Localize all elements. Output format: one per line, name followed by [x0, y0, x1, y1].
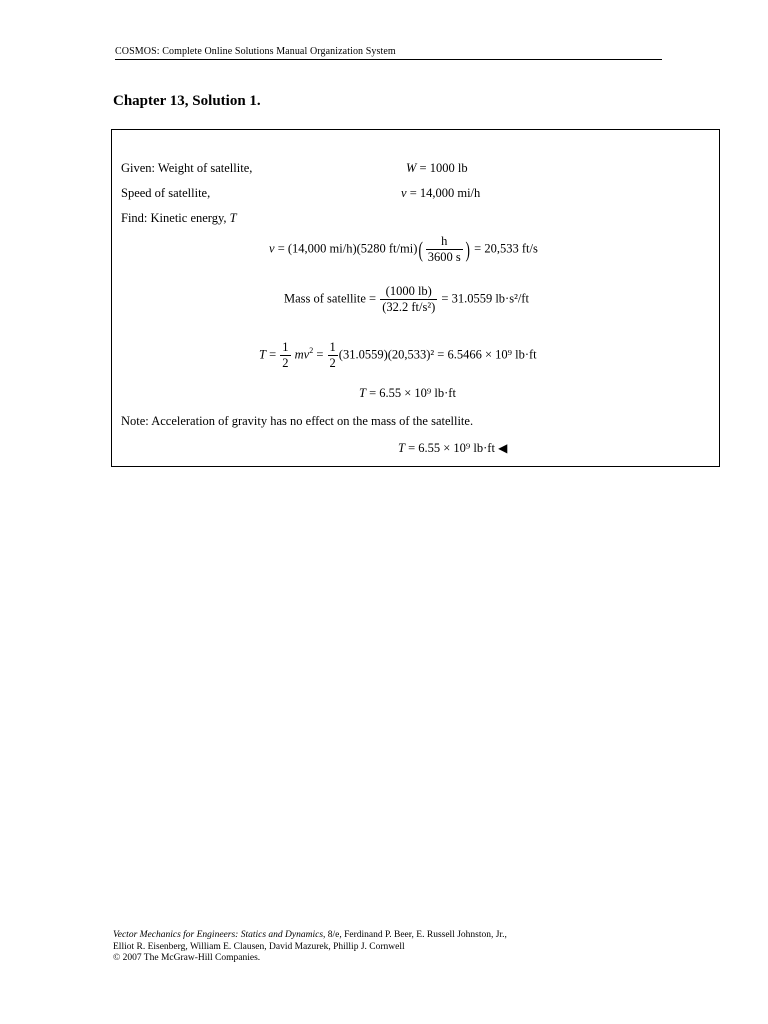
- eq2-denominator: (32.2 ft/s²): [382, 300, 436, 314]
- find-symbol: T: [229, 211, 237, 225]
- answer-marker-icon: ◀: [498, 441, 508, 455]
- eq2-lhs: Mass of satellite =: [284, 291, 380, 306]
- final-answer: [398, 441, 507, 456]
- eq3-half-b-num: 1: [329, 340, 336, 354]
- eq2-rhs: = 31.0559 lb·s²/ft: [438, 291, 529, 306]
- answer-rest: = 6.55 × 10⁹ lb·ft: [404, 441, 499, 455]
- eq1-mid: = (14,000 mi/h)(5280 ft/mi): [274, 241, 418, 256]
- eq1-rhs: = 20,533 ft/s: [471, 241, 538, 256]
- footer-book-title: Vector Mechanics for Engineers: Statics and Dynamics: [113, 930, 324, 940]
- given-label: Given: Weight of satellite,: [121, 161, 253, 175]
- eq1-lhs: v: [269, 241, 275, 256]
- eq4-rest: = 6.55 × 10⁹ lb·ft: [365, 386, 456, 400]
- page-header: COSMOS: Complete Online Solutions Manual Organization System: [115, 46, 662, 60]
- speed-value: = 14,000 mi/h: [406, 186, 481, 200]
- eq1-numerator: h: [426, 234, 463, 250]
- page-title: Chapter 13, Solution 1.: [113, 93, 261, 109]
- eq3-half-a-den: 2: [282, 356, 289, 370]
- note-text: Note: Acceleration of gravity has no effect on the mass of the satellite.: [121, 414, 474, 428]
- footer-line-1: [113, 930, 507, 942]
- solution-box: [111, 129, 720, 467]
- eq3-half-b: [328, 340, 338, 371]
- eq3-mv: mv: [294, 347, 310, 362]
- answer-T: T: [398, 441, 405, 455]
- weight-value: = 1000 lb: [416, 161, 468, 175]
- eq3-T: T: [259, 347, 266, 362]
- eq3-half-a-num: 1: [282, 340, 289, 354]
- footer-copyright: © 2007 The McGraw-Hill Companies.: [113, 953, 261, 963]
- eq3-half-a: [280, 340, 290, 371]
- eq3-half-b-den: 2: [329, 356, 336, 370]
- speed-value-line: [401, 186, 480, 201]
- result-equation: [359, 386, 456, 401]
- speed-symbol: v: [401, 186, 407, 200]
- find-line: [121, 211, 237, 226]
- kinetic-energy-equation: T = $\frac{1}{2}$ $mv^2$ = $\frac{1}{2}$ (31.0559)(20,533)² = 6.5466 × 10⁹ lb·ft: [259, 340, 537, 370]
- speed-label: Speed of satellite,: [121, 186, 211, 200]
- eq3-rest: (31.0559)(20,533)² = 6.5466 × 10⁹ lb·ft: [338, 347, 537, 362]
- footer-authors-1: , 8/e, Ferdinand P. Beer, E. Russell Johnston, Jr.,: [323, 930, 507, 940]
- velocity-equation: v = (14,000 mi/h)(5280 ft/mi)( $\frac{h}{3600 s}$ ) = 20,533 ft/s: [269, 234, 538, 264]
- eq1-fraction: [426, 234, 463, 265]
- find-text: Find: Kinetic energy,: [121, 211, 230, 225]
- eq2-fraction: [380, 284, 437, 315]
- weight-symbol: W: [406, 161, 417, 175]
- eq2-numerator: (1000 lb): [380, 284, 437, 300]
- eq1-denominator: 3600 s: [427, 250, 461, 264]
- page-footer: [113, 930, 507, 965]
- footer-authors-2: Elliot R. Eisenberg, William E. Clausen, David Mazurek, Phillip J. Cornwell: [113, 941, 405, 952]
- given-weight-value: [406, 161, 468, 176]
- mass-equation: [284, 284, 529, 315]
- eq4-T: T: [359, 386, 366, 400]
